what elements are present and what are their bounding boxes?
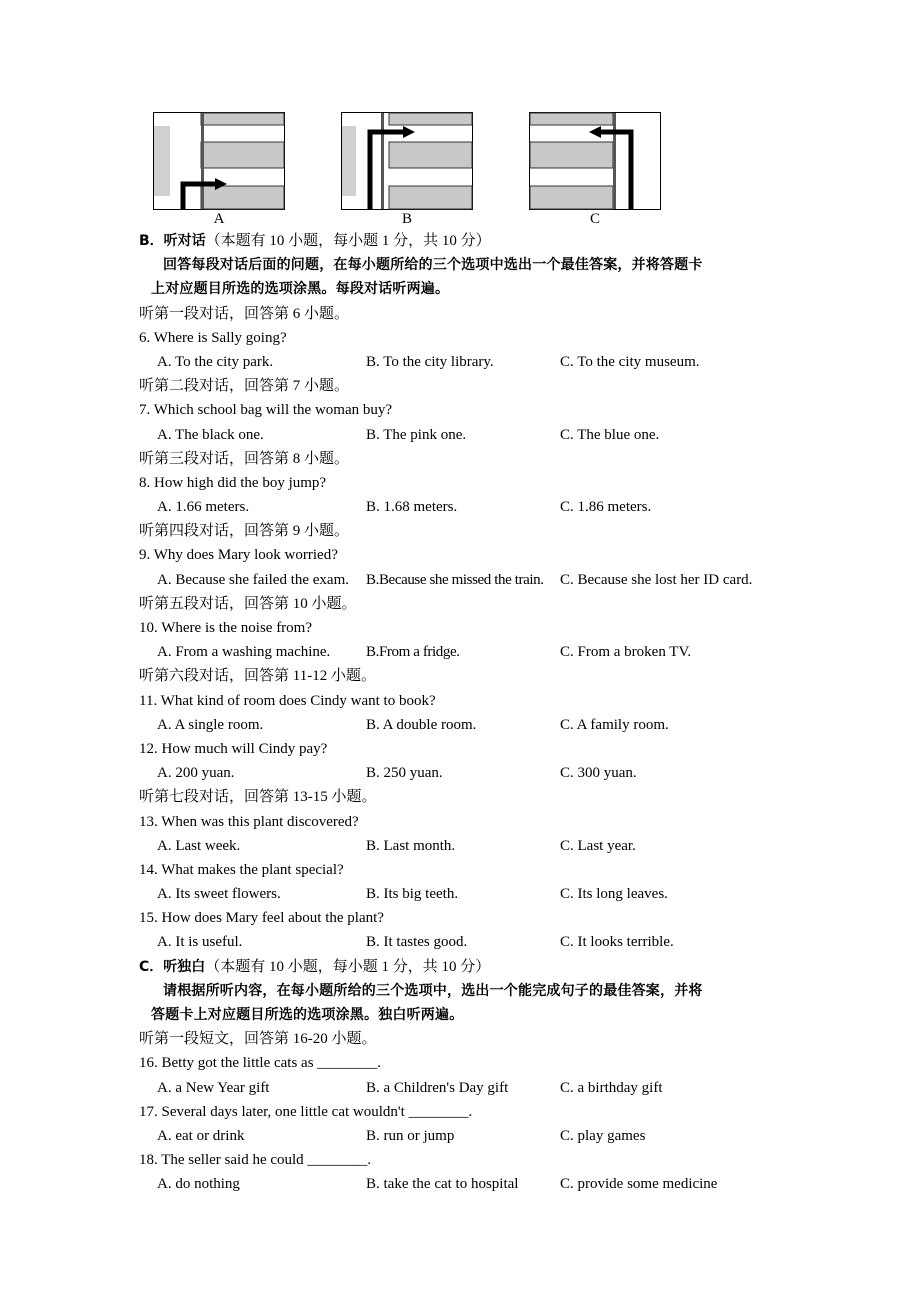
dialogue-1-prompt: 听第一段对话，回答第 6 小题。 xyxy=(139,305,350,322)
question-17-options xyxy=(139,1124,799,1148)
route-map-c-icon xyxy=(529,112,661,210)
question-10: 10. Where is the noise from? xyxy=(139,620,313,636)
question-17: 17. Several days later, one little cat wouldn't ________. xyxy=(139,1103,473,1120)
option-b[interactable]: B. take the cat to hospital xyxy=(366,1176,519,1193)
section-c-instructions-1: 请根据所听内容，在每小题所给的三个选项中，选出一个能完成句子的最佳答案，并将 xyxy=(163,982,703,999)
option-c[interactable]: C. A family room. xyxy=(560,716,669,733)
question-11-options xyxy=(139,713,799,737)
question-8-options xyxy=(139,495,799,519)
section-c-instructions-2: 答题卡上对应题目所选的选项涂黑。独白听两遍。 xyxy=(151,1007,464,1023)
question-12: 12. How much will Cindy pay? xyxy=(139,740,328,757)
question-13: 13. When was this plant discovered? xyxy=(139,813,359,830)
option-b[interactable]: B. It tastes good. xyxy=(366,934,468,951)
question-9-options xyxy=(139,568,799,592)
route-map-c xyxy=(529,112,661,227)
dialogue-7-prompt: 听第七段对话，回答第 13-15 小题。 xyxy=(139,789,377,806)
option-c[interactable]: C. From a broken TV. xyxy=(560,644,692,661)
option-c[interactable]: C. provide some medicine xyxy=(560,1176,718,1193)
question-18-options xyxy=(139,1172,799,1196)
question-6: 6. Where is Sally going? xyxy=(139,329,287,346)
option-c[interactable]: C. It looks terrible. xyxy=(560,934,674,951)
option-a[interactable]: A. Last week. xyxy=(157,837,241,854)
option-a[interactable]: A. Its sweet flowers. xyxy=(157,886,281,903)
option-c[interactable]: C. Its long leaves. xyxy=(560,886,668,903)
option-b[interactable]: B. Its big teeth. xyxy=(366,886,459,903)
option-b[interactable]: B. 1.68 meters. xyxy=(366,499,458,516)
option-a[interactable]: A. Because she failed the exam. xyxy=(157,571,350,588)
option-b[interactable]: B. run or jump xyxy=(366,1127,455,1144)
option-c[interactable]: C. To the city museum. xyxy=(560,353,700,370)
option-c[interactable]: C. The blue one. xyxy=(560,426,660,443)
option-c[interactable]: C. 1.86 meters. xyxy=(560,499,652,516)
option-a[interactable]: A. It is useful. xyxy=(157,934,243,951)
question-7: 7. Which school bag will the woman buy? xyxy=(139,402,393,419)
question-15-options xyxy=(139,930,799,954)
monologue-1-prompt: 听第一段短文，回答第 16-20 小题。 xyxy=(139,1031,377,1048)
question-16-options xyxy=(139,1076,799,1100)
question-9: 9. Why does Mary look worried? xyxy=(139,547,338,564)
option-a[interactable]: A. From a washing machine. xyxy=(157,644,331,661)
map-label-b: B xyxy=(401,211,412,227)
question-8: 8. How high did the boy jump? xyxy=(139,474,327,491)
option-a[interactable]: A. A single room. xyxy=(157,716,264,733)
dialogue-4-prompt: 听第四段对话，回答第 9 小题。 xyxy=(139,523,350,540)
section-b-title: B．听对话（本题有 10 小题，每小题 1 分，共 10 分） xyxy=(139,233,491,249)
option-c[interactable]: C. 300 yuan. xyxy=(560,765,637,782)
option-a[interactable]: A. 200 yuan. xyxy=(157,765,235,782)
option-b[interactable]: B. A double room. xyxy=(366,716,477,733)
question-7-options xyxy=(139,423,799,447)
route-maps xyxy=(153,112,673,232)
option-a[interactable]: A. eat or drink xyxy=(157,1127,245,1144)
route-map-b-icon xyxy=(341,112,473,210)
question-11: 11. What kind of room does Cindy want to book? xyxy=(139,692,436,709)
question-14: 14. What makes the plant special? xyxy=(139,861,344,878)
question-6-options xyxy=(139,350,799,374)
question-12-options xyxy=(139,761,799,785)
dialogue-2-prompt: 听第二段对话，回答第 7 小题。 xyxy=(139,378,350,395)
route-map-b xyxy=(341,112,473,227)
option-c[interactable]: C. Because she lost her ID card. xyxy=(560,571,753,588)
question-14-options xyxy=(139,882,799,906)
question-13-options xyxy=(139,834,799,858)
question-18: 18. The seller said he could ________. xyxy=(139,1152,372,1169)
option-a[interactable]: A. 1.66 meters. xyxy=(157,499,250,516)
route-map-a xyxy=(153,112,285,227)
dialogue-3-prompt: 听第三段对话，回答第 8 小题。 xyxy=(139,450,350,467)
dialogue-5-prompt: 听第五段对话，回答第 10 小题。 xyxy=(139,595,357,612)
option-b[interactable]: B. 250 yuan. xyxy=(366,765,443,782)
dialogue-6-prompt: 听第六段对话，回答第 11-12 小题。 xyxy=(139,668,376,685)
map-label-c: C xyxy=(589,211,600,227)
option-a[interactable]: A. The black one. xyxy=(157,426,264,443)
option-c[interactable]: C. a birthday gift xyxy=(560,1079,663,1096)
option-b[interactable]: B. The pink one. xyxy=(366,426,467,443)
question-10-options xyxy=(139,640,799,664)
option-c[interactable]: C. Last year. xyxy=(560,837,636,854)
section-b-instructions-1: 回答每段对话后面的问题，在每小题所给的三个选项中选出一个最佳答案，并将答题卡 xyxy=(163,257,703,274)
option-b[interactable]: B. Last month. xyxy=(366,837,456,854)
option-a[interactable]: A. a New Year gift xyxy=(157,1079,270,1096)
option-b[interactable]: B.Because she missed the train. xyxy=(366,571,544,588)
section-c-title: C．听独白（本题有 10 小题，每小题 1 分，共 10 分） xyxy=(139,958,491,975)
option-a[interactable]: A. To the city park. xyxy=(157,353,274,370)
question-15: 15. How does Mary feel about the plant? xyxy=(139,910,384,927)
exam-content xyxy=(139,229,799,1197)
option-b[interactable]: B.From a fridge. xyxy=(366,644,460,661)
route-map-a-icon xyxy=(153,112,285,210)
section-b-instructions-2: 上对应题目所选的选项涂黑。每段对话听两遍。 xyxy=(151,281,450,298)
option-b[interactable]: B. To the city library. xyxy=(366,353,494,370)
question-16: 16. Betty got the little cats as ________. xyxy=(139,1055,382,1072)
option-c[interactable]: C. play games xyxy=(560,1127,646,1144)
map-label-a: A xyxy=(213,211,225,227)
option-a[interactable]: A. do nothing xyxy=(157,1176,240,1193)
option-b[interactable]: B. a Children's Day gift xyxy=(366,1079,509,1096)
